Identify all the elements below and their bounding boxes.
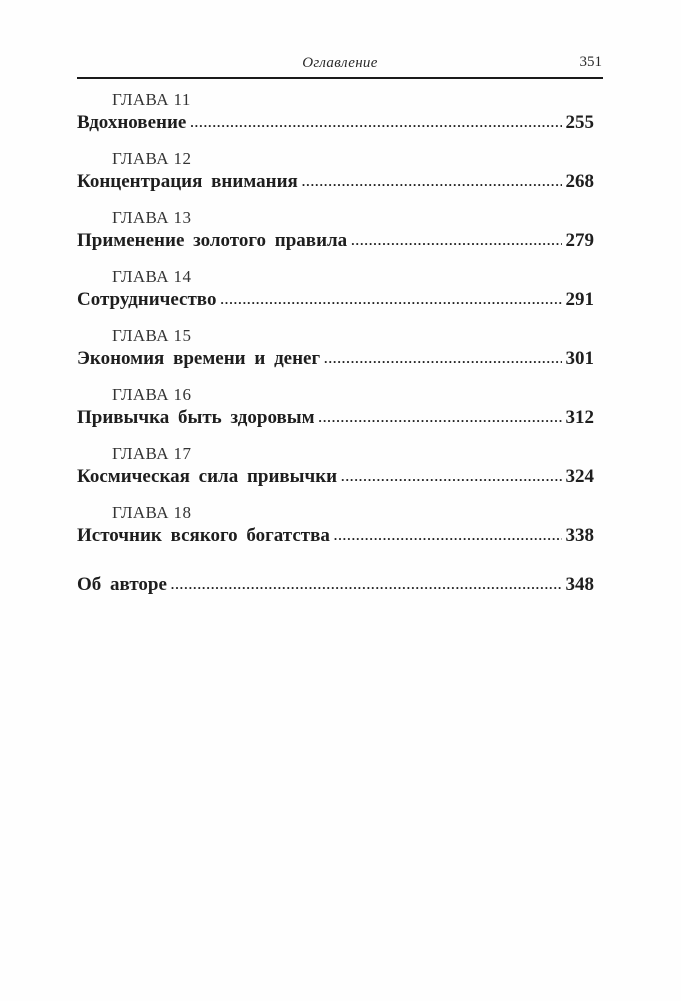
dot-leader (171, 577, 562, 593)
toc-entry-about-author[interactable] (77, 574, 594, 633)
toc-entry-chapter-17[interactable] (77, 444, 594, 503)
header-rule (77, 77, 603, 79)
toc-entry-chapter-12[interactable] (77, 149, 594, 208)
chapter-page: 324 (565, 466, 594, 487)
chapter-page: 291 (565, 289, 594, 310)
about-author-page: 348 (565, 574, 594, 595)
chapter-page: 279 (565, 230, 594, 251)
dot-leader (341, 469, 561, 485)
about-author-title: Об авторе (77, 574, 167, 595)
dot-leader (190, 115, 561, 131)
toc-entry-chapter-13[interactable] (77, 208, 594, 267)
running-title: Оглавление (302, 55, 378, 71)
toc-entry-chapter-15[interactable] (77, 326, 594, 385)
chapter-title: Концентрация внимания (77, 171, 298, 192)
dot-leader (220, 292, 561, 308)
chapter-label: ГЛАВА 17 (112, 444, 192, 463)
chapter-label: ГЛАВА 18 (112, 503, 192, 522)
dot-leader (302, 174, 562, 190)
chapter-title: Применение золотого правила (77, 230, 348, 251)
chapter-label: ГЛАВА 11 (112, 90, 191, 109)
page-number: 351 (579, 54, 602, 70)
dot-leader (319, 410, 562, 426)
chapter-page: 312 (565, 407, 594, 428)
chapter-label: ГЛАВА 14 (112, 267, 192, 286)
chapter-title: Экономия времени и денег (77, 348, 321, 369)
chapter-title: Привычка быть здоровым (77, 407, 315, 428)
section-gap (77, 562, 594, 574)
toc-entry-chapter-14[interactable] (77, 267, 594, 326)
chapter-page: 301 (565, 348, 594, 369)
chapter-page: 255 (565, 112, 594, 133)
chapter-label: ГЛАВА 15 (112, 326, 192, 345)
toc-entry-chapter-16[interactable] (77, 385, 594, 444)
running-head (77, 53, 603, 73)
table-of-contents (77, 90, 594, 633)
dot-leader (351, 233, 561, 249)
chapter-title: Сотрудничество (77, 289, 217, 310)
chapter-title: Космическая сила привычки (77, 466, 338, 487)
chapter-title: Вдохновение (77, 112, 187, 133)
chapter-label: ГЛАВА 16 (112, 385, 192, 404)
chapter-label: ГЛАВА 12 (112, 149, 192, 168)
chapter-title: Источник всякого богатства (77, 525, 330, 546)
chapter-label: ГЛАВА 13 (112, 208, 192, 227)
toc-entry-chapter-18[interactable] (77, 503, 594, 562)
dot-leader (324, 351, 561, 367)
toc-entry-chapter-11[interactable] (77, 90, 594, 149)
dot-leader (334, 528, 562, 544)
chapter-page: 268 (565, 171, 594, 192)
chapter-page: 338 (565, 525, 594, 546)
